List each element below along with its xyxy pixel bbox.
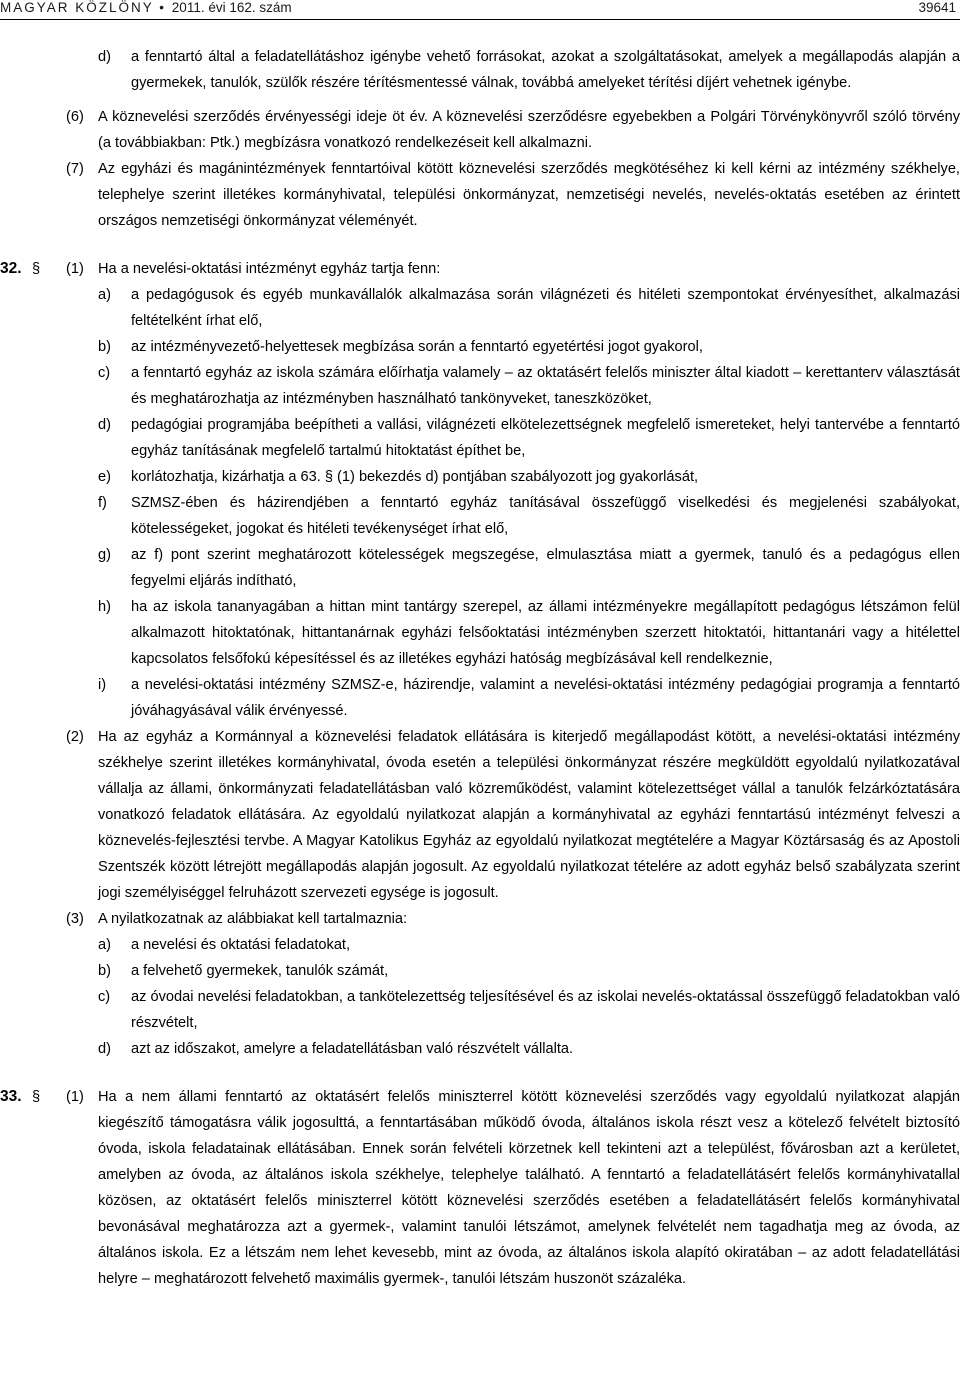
paragraph-label: (2) — [66, 729, 84, 745]
list-item — [0, 282, 960, 334]
item-label: b) — [98, 963, 111, 979]
paragraph-7 — [0, 156, 960, 234]
list-item — [0, 1036, 960, 1062]
paragraph-text: Ha a nem állami fenntartó az oktatásért felelős miniszterrel kötött köznevelési szerződés vagy egyoldalú nyilatkozat alapján kiegészítő támogatásra válik jogosulttá, a fenntartásában működő óvoda, általános iskola részt vesz a kötelező felvételt biztosító óvoda, iskola feladatainak ellátásában. Ennek során felvételi körzetnek kell tekinteni azt a települést, fővárosban azt a kerületet, amelyben az óvoda, az általános iskola székhelye, telephelye található. A fenntartó a feladatellátásért felelős kormányhivatallal közösen, az oktatásért felelős miniszterrel kötött köznevelési szerződés esetében a feladatellátásért felelős kormányhivatal bevonásával meghatározza azt a gyermek-, valamint tanulói létszámot, amelynek felvételét nem tagadhatja meg az óvoda, az általános iskola. Ez a létszám nem lehet kevesebb, mint az óvoda, az általános iskola alapító okiratában – az adott feladatellátási helyre – meghatározott felvehető maximális gyermek-, tanulói létszám huszonöt százaléka. — [98, 1089, 960, 1287]
paragraph-label: (7) — [66, 161, 84, 177]
item-text: ha az iskola tananyagában a hittan mint tantárgy szerepel, az állami intézményekre megállapított pedagógus létszámon felül alkalmazott hitoktatónak, hittantanárnak egyházi felsőoktatási intézményben szerzett hitoktatói, hittantanári vagy a hitélettel kapcsolatos felsőfokú képesítéssel és az illetékes egyházi hatóság megbízásával kell rendelkeznie, — [131, 599, 960, 667]
list-item — [0, 594, 960, 672]
section-32-paragraph-3 — [0, 906, 960, 932]
item-text: az intézményvezető-helyettesek megbízása során a fenntartó egyetértési jogot gyakorol, — [131, 339, 703, 355]
list-item — [0, 464, 960, 490]
section-number: 33. — [0, 1088, 22, 1105]
item-text: az f) pont szerint meghatározott kötelességek megszegése, elmulasztása miatt a gyermek, tanuló és a pedagógus ellen fegyelmi eljárás indítható, — [131, 547, 960, 589]
item-text: a fenntartó egyház az iskola számára előírhatja valamely – az oktatásért felelős miniszter által kiadott – kerettanterv választását és meghatározhatja az intézményben használható tankönyveket, taneszközöket, — [131, 365, 960, 407]
item-text: korlátozhatja, kizárhatja a 63. § (1) bekezdés d) pontjában szabályozott jog gyakorlását, — [131, 469, 699, 485]
journal-name: MAGYAR KÖZLÖNY — [0, 0, 154, 15]
section-33-paragraph-1 — [0, 1084, 960, 1292]
issue-number: 2011. évi 162. szám — [171, 0, 292, 15]
item-text: a fenntartó által a feladatellátáshoz igénybe vehető forrásokat, azokat a szolgáltatásokat, amelyek a megállapodás alapján a gyermekek, tanulók, szülők részére térítésmentessé válnak, továbbá amelyeket térítési díjért vehetnek igénybe. — [131, 49, 960, 91]
item-text: a pedagógusok és egyéb munkavállalók alkalmazása során világnézeti és hitéleti szempontokat érvényesíthet, alkalmazási feltételként írhat elő, — [131, 287, 960, 329]
list-item — [0, 360, 960, 412]
paragraph-text: Ha a nevelési-oktatási intézményt egyház tartja fenn: — [98, 261, 441, 277]
section-32-paragraph-2 — [0, 724, 960, 906]
item-text: a nevelési-oktatási intézmény SZMSZ-e, házirendje, valamint a nevelési-oktatási intézmény pedagógiai programja a fenntartó jóváhagyásával válik érvényessé. — [131, 677, 960, 719]
paragraph-6 — [0, 104, 960, 156]
paragraph-text: Ha az egyház a Kormánnyal a köznevelési feladatok ellátására is kiterjedő megállapodást kötött, a nevelési-oktatási intézmény székhelye szerint illetékes kormányhivatal, óvoda esetén a települési önkormányzat részére megküldött egyoldalú nyilatkozatával vállalja az állami, önkormányzati feladatellátásban való közreműködést, valamint kötelezettséget vállal a tanulók felzárkóztatására vonatkozó feladatok ellátására. Az egyoldalú nyilatkozat alapján a kormányhivatal az egyházi fenntartású intézményt felveszi a köznevelés-fejlesztési tervbe. A Magyar Katolikus Egyház az egyoldalú nyilatkozat megtételére a Magyar Köztársaság és az Apostoli Szentszék között létrejött megállapodás alapján jogosult. Az egyoldalú nyilatkozat tételére az adott egyház belső szabályzata szerint jogi személyiséggel felruházott szervezeti egysége is jogosult. — [98, 729, 960, 901]
item-label: i) — [98, 677, 107, 693]
item-label: d) — [98, 1041, 111, 1057]
paragraph-label: (1) — [66, 1089, 84, 1105]
paragraph-label: (1) — [66, 261, 84, 277]
item-label: g) — [98, 547, 111, 563]
section-32-paragraph-1 — [0, 256, 960, 282]
list-item — [0, 334, 960, 360]
paragraph-text: A köznevelési szerződés érvényességi ideje öt év. A köznevelési szerződésre egyebekben a Polgári Törvénykönyvről szóló törvény (a továbbiakban: Ptk.) megbízásra vonatkozó rendelkezéseit kell alkalmazni. — [98, 109, 960, 151]
list-item — [0, 672, 960, 724]
item-text: SZMSZ-ében és házirendjében a fenntartó egyház tanításával összefüggő viselkedési és megjelenési szabályokat, kötelességeket, jogokat és hitéleti tevékenységet írhat elő, — [131, 495, 960, 537]
list-item — [0, 412, 960, 464]
item-label: c) — [98, 365, 111, 381]
header-bullet: • — [159, 0, 167, 15]
item-label: d) — [98, 417, 111, 433]
list-item — [0, 542, 960, 594]
running-title — [0, 0, 292, 15]
paragraph-label: (3) — [66, 911, 84, 927]
item-label: a) — [98, 937, 111, 953]
item-label: h) — [98, 599, 111, 615]
list-item — [0, 932, 960, 958]
item-label: e) — [98, 469, 111, 485]
item-label: a) — [98, 287, 111, 303]
list-item — [0, 958, 960, 984]
item-text: az óvodai nevelési feladatokban, a tankötelezettség teljesítésével és az iskolai nevelés-oktatással összefüggő feladatokban való részvételt, — [131, 989, 960, 1031]
item-label: c) — [98, 989, 111, 1005]
item-text: pedagógiai programjába beépítheti a vallási, világnézeti elkötelezettségnek megfelelő ismereteket, helyi tantervébe a fenntartó egyház tanításának megfelelő tartalmú hitoktatást építhet be, — [131, 417, 960, 459]
item-label: b) — [98, 339, 111, 355]
header-divider — [0, 19, 960, 20]
list-item — [0, 44, 960, 96]
item-text: azt az időszakot, amelyre a feladatellátásban való részvételt vállalta. — [131, 1041, 574, 1057]
page-number: 39641 — [918, 0, 956, 15]
list-item — [0, 490, 960, 542]
item-text: a nevelési és oktatási feladatokat, — [131, 937, 351, 953]
section-32-paragraph-3-list — [0, 932, 960, 1062]
section-number: 32. — [0, 260, 22, 277]
item-text: a felvehető gyermekek, tanulók számát, — [131, 963, 389, 979]
item-label: d) — [98, 49, 111, 65]
section-32-list — [0, 282, 960, 724]
paragraph-text: Az egyházi és magánintézmények fenntartóival kötött köznevelési szerződés megkötéséhez ki kell kérni az intézmény székhelye, telephelye szerint illetékes kormányhivatal, települési önkormányzat, nemzetiségi nevelés, nevelés-oktatás esetében az érintett országos nemzetiségi önkormányzat véleményét. — [98, 161, 960, 229]
paragraph-text: A nyilatkozatnak az alábbiakat kell tartalmaznia: — [98, 911, 408, 927]
section-sign: § — [32, 1089, 41, 1105]
section-sign: § — [32, 261, 41, 277]
list-item — [0, 984, 960, 1036]
page-header — [0, 0, 960, 18]
paragraph-label: (6) — [66, 109, 84, 125]
item-label: f) — [98, 495, 107, 511]
document-body — [0, 44, 960, 1292]
